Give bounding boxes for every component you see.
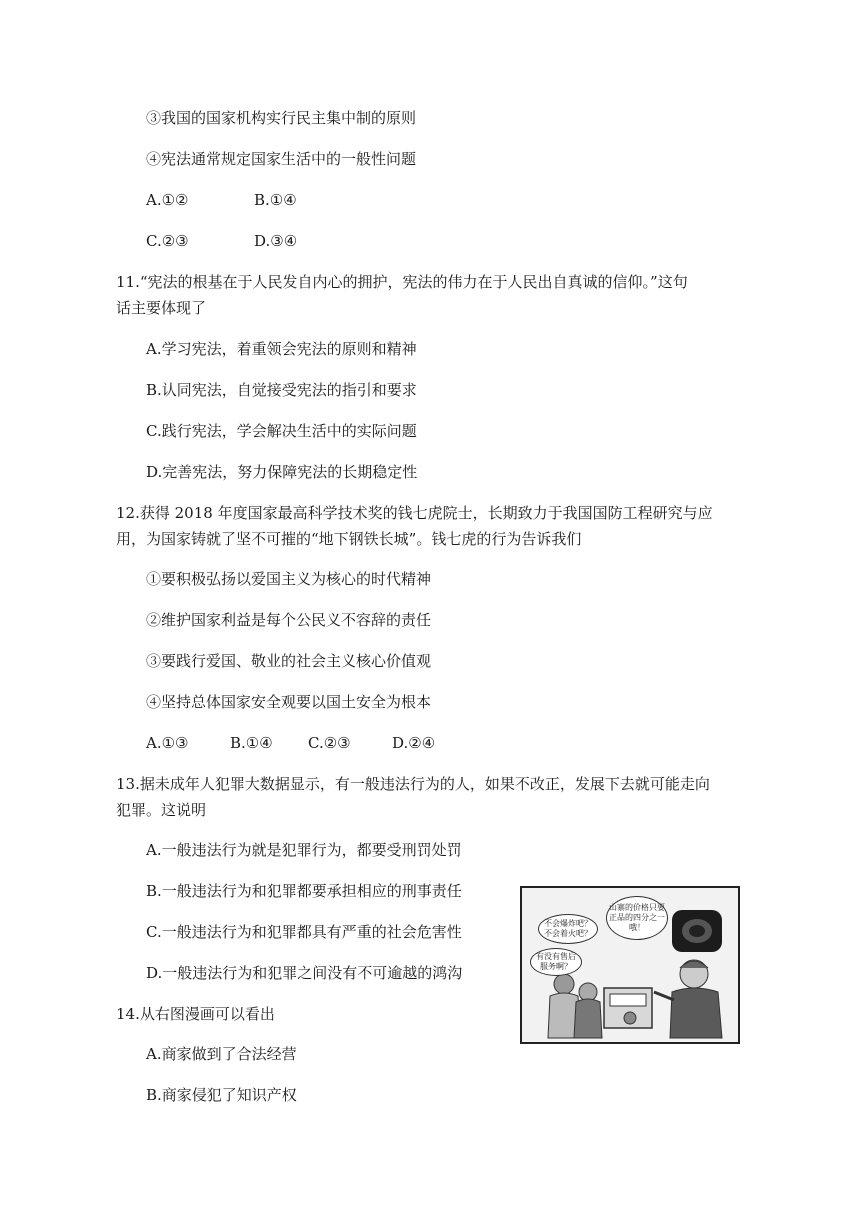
q11-option-a: A.学习宪法，着重领会宪法的原则和精神 xyxy=(146,340,417,358)
q12-option-a: A.①③ xyxy=(146,734,189,752)
q12-option-b: B.①④ xyxy=(230,734,273,752)
q12-item-4: ④坚持总体国家安全观要以国土安全为根本 xyxy=(146,693,432,711)
q14-option-a: A.商家做到了合法经营 xyxy=(146,1045,297,1063)
q10-option-a: A.①② xyxy=(146,191,189,209)
q10-item-4: ④宪法通常规定国家生活中的一般性问题 xyxy=(146,150,417,168)
q12-item-2: ②维护国家利益是每个公民义不容辞的责任 xyxy=(146,611,432,629)
cartoon-illustration xyxy=(520,886,740,1044)
q13-stem-line-1: 13.据未成年人犯罪大数据显示，有一般违法行为的人，如果不改正，发展下去就可能走向 xyxy=(116,775,710,793)
q11-option-b: B.认同宪法，自觉接受宪法的指引和要求 xyxy=(146,381,417,399)
speech-bubble-1: 不会爆炸吧？不会着火吧？ xyxy=(538,914,598,944)
q14-stem: 14.从右图漫画可以看出 xyxy=(116,1005,275,1023)
q12-stem-line-2: 用，为国家铸就了坚不可摧的“地下钢铁长城”。钱七虎的行为告诉我们 xyxy=(116,530,582,548)
q12-item-3: ③要践行爱国、敬业的社会主义核心价值观 xyxy=(146,652,432,670)
q13-option-a: A.一般违法行为就是犯罪行为，都要受刑罚处罚 xyxy=(146,841,462,859)
speech-bubble-2: 山寨的价格只要正品的四分之一哦！ xyxy=(606,896,668,940)
q11-stem-line-1: 11.“宪法的根基在于人民发自内心的拥护，宪法的伟力在于人民出自真诚的信仰。”这句 xyxy=(116,273,688,291)
q10-option-d: D.③④ xyxy=(254,232,298,250)
q13-stem-line-2: 犯罪。这说明 xyxy=(116,801,207,819)
q12-option-d: D.②④ xyxy=(392,734,436,752)
q10-item-3: ③我国的国家机构实行民主集中制的原则 xyxy=(146,109,417,127)
q11-option-c: C.践行宪法，学会解决生活中的实际问题 xyxy=(146,422,417,440)
q11-stem-line-2: 话主要体现了 xyxy=(116,299,207,317)
tv-product-icon xyxy=(672,910,722,952)
q12-option-c: C.②③ xyxy=(308,734,351,752)
q12-item-1: ①要积极弘扬以爱国主义为核心的时代精神 xyxy=(146,570,432,588)
q11-option-d: D.完善宪法，努力保障宪法的长期稳定性 xyxy=(146,463,418,481)
q13-option-b: B.一般违法行为和犯罪都要承担相应的刑事责任 xyxy=(146,882,462,900)
q10-option-b: B.①④ xyxy=(254,191,297,209)
q13-option-d: D.一般违法行为和犯罪之间没有不可逾越的鸿沟 xyxy=(146,964,463,982)
q13-option-c: C.一般违法行为和犯罪都具有严重的社会危害性 xyxy=(146,923,462,941)
q10-option-c: C.②③ xyxy=(146,232,189,250)
q14-option-b: B.商家侵犯了知识产权 xyxy=(146,1086,297,1104)
speech-bubble-3: 有没有售后服务啊？ xyxy=(530,948,582,976)
q12-stem-line-1: 12.获得 2018 年度国家最高科学技术奖的钱七虎院士，长期致力于我国国防工程研究与应 xyxy=(116,504,713,522)
